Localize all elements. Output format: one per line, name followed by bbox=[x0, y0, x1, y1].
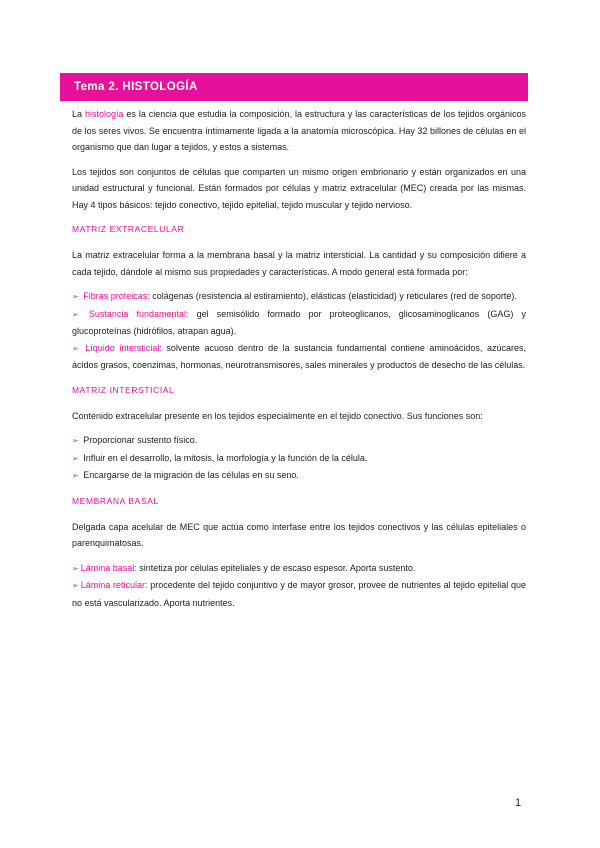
mb-item-term: Lámina basal: bbox=[80, 562, 137, 573]
mi-item bbox=[72, 467, 526, 485]
arrow-bullet-icon: ➢ bbox=[72, 563, 79, 573]
mi-item-text: Influir en el desarrollo, la mitosis, la morfología y la función de la célula. bbox=[83, 452, 368, 463]
mec-item bbox=[72, 340, 526, 374]
intro-paragraph-1 bbox=[72, 106, 526, 156]
arrow-bullet-icon: ➢ bbox=[72, 453, 79, 463]
mi-item-text: Encargarse de la migración de las células en su seno. bbox=[83, 470, 299, 480]
mi-item-text: Proporcionar sustento físico. bbox=[83, 435, 198, 445]
document-body bbox=[72, 106, 526, 611]
mec-item-term: Sustancia fundamental: bbox=[88, 308, 189, 319]
mec-item-text: solvente acuoso dentro de la sustancia fundamental contiene aminoácidos, azúcares, ácidos grasos, coenzimas, hormonas, neurotransmisores, sales minerales y productos de desecho de las células. bbox=[72, 342, 526, 370]
page-number: 1 bbox=[515, 797, 522, 809]
heading-membrana-basal: MEMBRANA BASAL bbox=[72, 495, 159, 506]
mb-item bbox=[72, 577, 526, 611]
arrow-bullet-icon: ➢ bbox=[72, 581, 79, 590]
mi-intro: Contenido extracelular presente en los tejidos especialmente en el tejido conectivo. Sus funciones son: bbox=[72, 410, 483, 421]
mec-item-text: colágenas (resistencia al estiramiento), elásticas (elasticidad) y reticulares (red de soporte). bbox=[149, 291, 517, 301]
histologia-highlight: histología bbox=[84, 109, 124, 119]
mec-item-term: Fibras proteicas: bbox=[83, 291, 150, 301]
mb-item-text: procedente del tejido conjuntivo y de mayor grosor, provee de nutrientes al tejido epitelial que no está vascularizado. Aporta nutrientes. bbox=[72, 580, 526, 608]
mec-item-text: gel semisólido formado por proteoglicanos, glicosaminoglicanos (GAG) y glucoproteínas (hidrófilos, atrapan agua). bbox=[72, 308, 526, 336]
intro-paragraph-2: Los tejidos son conjuntos de células que comparten un mismo origen embrionario y están organizados en una unidad estructural y funcional. Están formados por células y matriz extracelular (MEC) creada por las mismas. Hay 4 tipos básicos: tejido conectivo, tejido epitelial, tejido muscular y tejido nervioso. bbox=[72, 166, 526, 210]
mi-item bbox=[72, 450, 526, 468]
arrow-bullet-icon: ➢ bbox=[72, 471, 79, 480]
arrow-bullet-icon: ➢ bbox=[72, 309, 79, 319]
heading-matriz-intersticial: MATRIZ INTERSTICIAL bbox=[72, 384, 175, 395]
mec-item bbox=[72, 288, 526, 306]
heading-matriz-extracelular: MATRIZ EXTRACELULAR bbox=[72, 224, 185, 234]
mec-intro: La matriz extracelular forma a la membrana basal y la matriz intersticial. La cantidad y su composición difiere a cada tejido, dándole al mismo sus propiedades y características. A modo general está formada por: bbox=[72, 250, 526, 277]
arrow-bullet-icon: ➢ bbox=[72, 436, 79, 445]
mec-item bbox=[72, 306, 526, 340]
intro-text-start: La bbox=[72, 109, 85, 119]
arrow-bullet-icon: ➢ bbox=[72, 292, 79, 301]
mb-item-term: Lámina reticular: bbox=[80, 580, 148, 590]
mb-intro: Delgada capa acelular de MEC que actúa como interfase entre los tejidos conectivos y las células epiteliales o parenquimatosas. bbox=[72, 521, 526, 548]
mi-item bbox=[72, 432, 526, 450]
arrow-bullet-icon: ➢ bbox=[72, 343, 79, 353]
intro-text-end: es la ciencia que estudia la composición, la estructura y las características de los tejidos orgánicos de los seres vivos. Se encuentra íntimamente ligada a la anatomía microscópica. Hay 32 billones de células en el organismo que dan lugar a tejidos, y estos a sistemas. bbox=[72, 109, 527, 152]
title-banner: Tema 2. HISTOLOGÍA bbox=[60, 73, 528, 101]
mb-item-text: sintetiza por células epiteliales y de escaso espesor. Aporta sustento. bbox=[136, 562, 416, 573]
mb-item bbox=[72, 560, 526, 578]
mec-item-term: Líquido intersticial: bbox=[85, 342, 162, 353]
